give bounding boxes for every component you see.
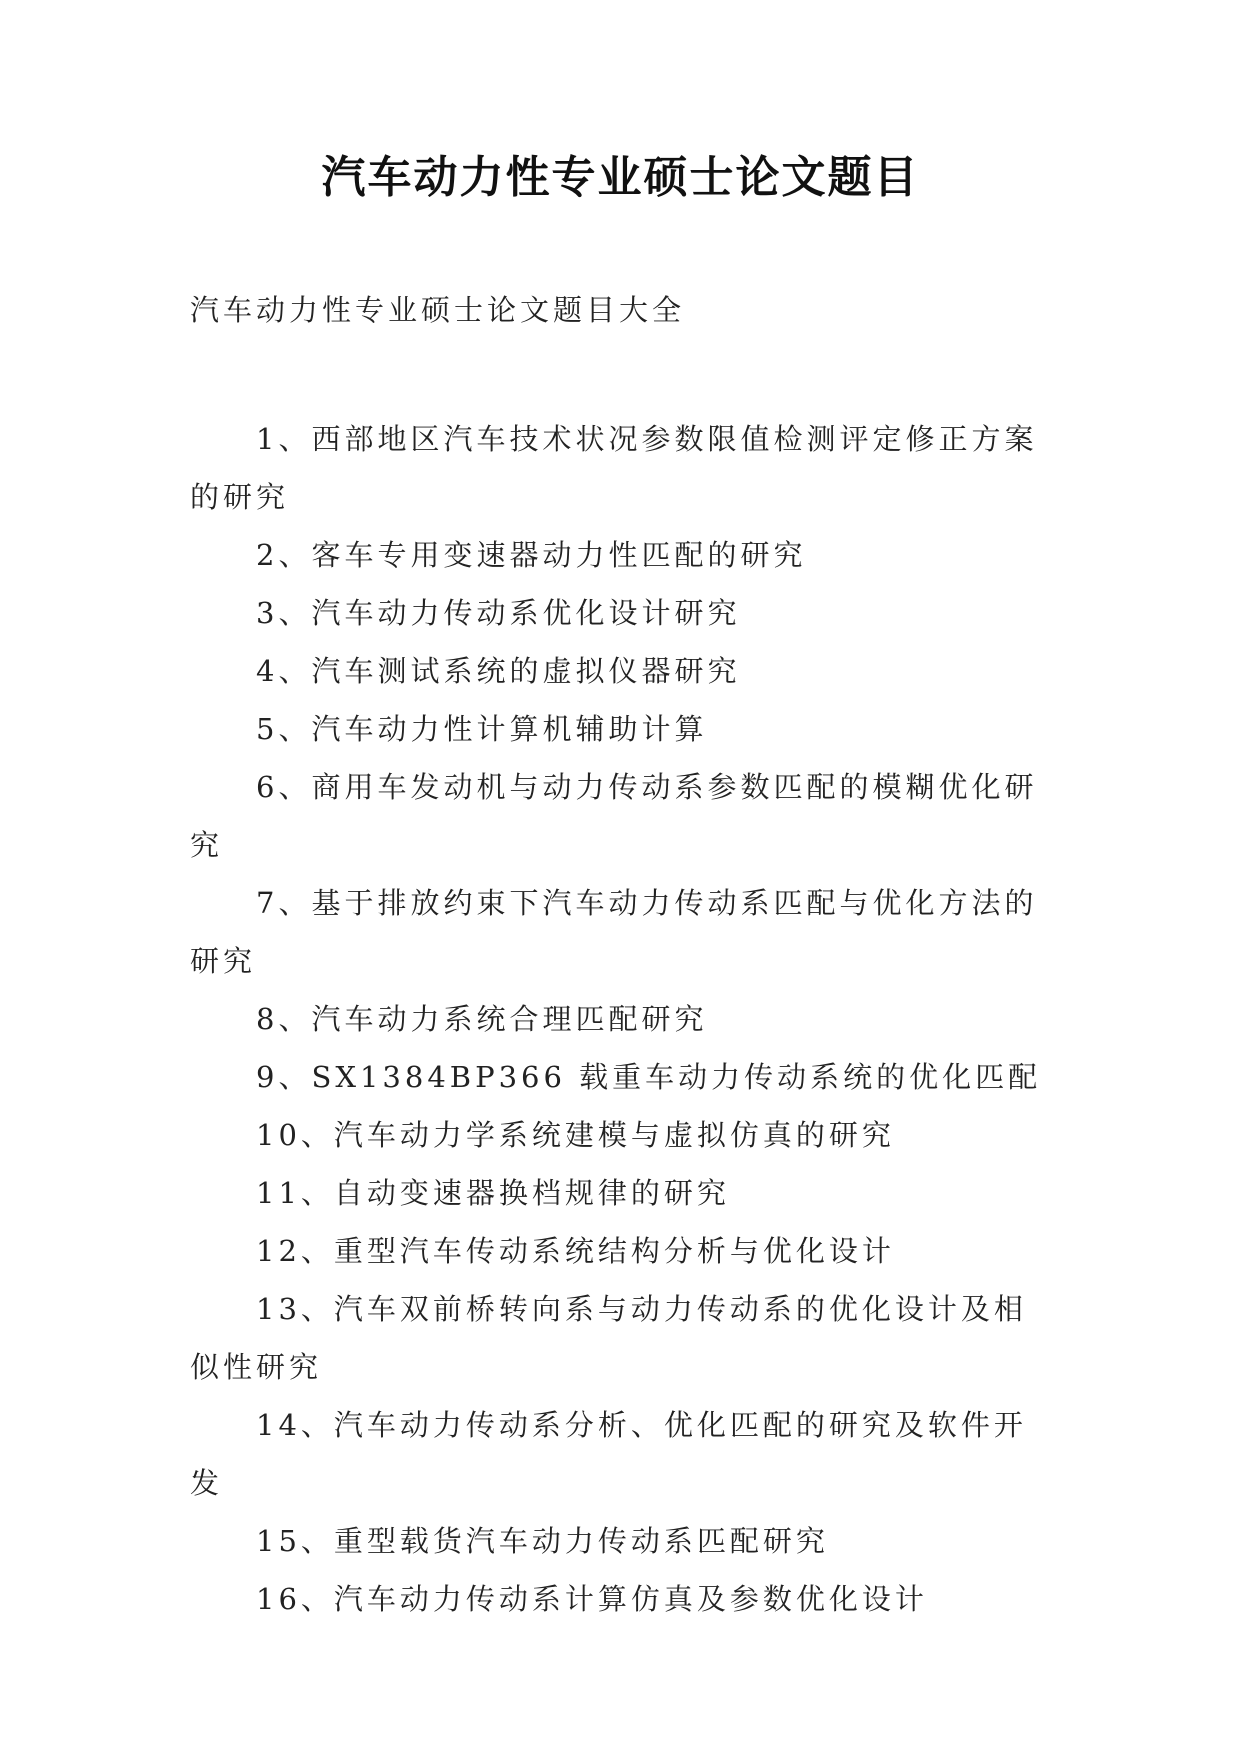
list-item: 2、客车专用变速器动力性匹配的研究 [256, 538, 807, 572]
list-item: 16、汽车动力传动系计算仿真及参数优化设计 [256, 1582, 928, 1616]
list-item: 3、汽车动力传动系优化设计研究 [256, 596, 741, 630]
list-item: 8、汽车动力系统合理匹配研究 [256, 1002, 708, 1036]
list-item: 13、汽车双前桥转向系与动力传动系的优化设计及相似性研究 [190, 1292, 1027, 1384]
list-item: 5、汽车动力性计算机辅助计算 [256, 712, 708, 746]
list-item: 10、汽车动力学系统建模与虚拟仿真的研究 [256, 1118, 895, 1152]
list-item: 9、SX1384BP366 载重车动力传动系统的优化匹配 [256, 1060, 1042, 1094]
list-item: 7、基于排放约束下汽车动力传动系匹配与优化方法的研究 [190, 886, 1038, 978]
list-item: 12、重型汽车传动系统结构分析与优化设计 [256, 1234, 895, 1268]
list-item: 14、汽车动力传动系分析、优化匹配的研究及软件开发 [190, 1408, 1027, 1500]
topic-list [190, 410, 1056, 1628]
list-item: 1、西部地区汽车技术状况参数限值检测评定修正方案的研究 [190, 422, 1038, 514]
list-item: 4、汽车测试系统的虚拟仪器研究 [256, 654, 741, 688]
list-item: 11、自动变速器换档规律的研究 [256, 1176, 730, 1210]
list-item: 15、重型载货汽车动力传动系匹配研究 [256, 1524, 829, 1558]
document-subtitle: 汽车动力性专业硕士论文题目大全 [190, 293, 686, 327]
page-title: 汽车动力性专业硕士论文题目 [321, 152, 920, 203]
list-item: 6、商用车发动机与动力传动系参数匹配的模糊优化研究 [190, 770, 1038, 862]
